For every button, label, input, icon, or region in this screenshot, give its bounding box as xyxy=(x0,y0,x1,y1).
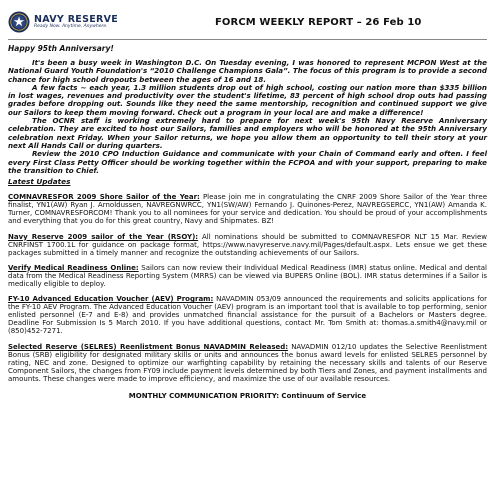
update-body: All nominations should be submitted to COMNAVRESFOR NLT 15 Mar. Review CNRFINST 1700.1L for guidance on package format, https://www.navyreserve.navy.mil/Pages/default.aspx. Lets ensue we get these packages submitted in a timely manner and recognize the outstanding achievements of our Sailors. xyxy=(8,232,487,257)
navy-reserve-logo xyxy=(8,11,118,33)
update-body: NAVADMIN 053/09 announced the requirements and solicits applications for the FY-10 AEV Program. The Advanced Education Voucher (AEV) program is an important tool that is available to top performing, senior enlisted personnel (E-7 and E-8) and provides unmatched financial assistance for the pursuit of a Bachelors or Masters degree. Deadline For Submission Is 5 March 2010. If you have additional questions, contact Mr. Tom Smith at: thomas.a.smith4@navy.mil or (850)452-7271. xyxy=(8,295,487,336)
intro-section xyxy=(8,59,487,175)
intro-paragraph: A few facts ~ each year, 1.3 million students drop out of high school, costing our nation more than $335 billion in lost wages, revenues and productivity over the student's lifetime, 83 percent of high school drop outs had passing grades before dropping out. Sounds like they need the same mentorship, recognition and continued support we give our Sailors to keep them moving forward. Check out a program in your local are and make a difference! xyxy=(8,82,487,117)
update-item xyxy=(8,295,487,335)
update-body: Please join me in congratulating the CNRF 2009 Shore Sailor of the Year three finalist, YN1(AW) Ryan J. Arnoldussen, NAVREGNWRCC, YN1(SW/AW) Fernando J. Quinones-Perez, NAVREGSERCC, YN1(AW) Amanda K. Turner, COMNAVRESFORCOM! Thank you to all nominees for your service and dedication. You should be proud of your accomplishments and everything that you do for this great country, Navy and Shipmates. BZ! xyxy=(8,193,488,226)
intro-paragraph: It's been a busy week in Washington D.C. On Tuesday evening, I was honored to represent MCPON West at the National Guard Youth Foundation's “2010 Challenge Champions Gala”. The focus of this program is to provide a second chance for high school dropouts between the ages of 16 and 18. xyxy=(8,58,487,84)
logo-name: NAVY RESERVE xyxy=(34,13,119,25)
update-item xyxy=(8,233,487,257)
communication-priority: MONTHLY COMMUNICATION PRIORITY: Continuum of Service xyxy=(128,392,367,401)
latest-updates-heading: Latest Updates xyxy=(8,177,71,187)
update-item xyxy=(8,193,487,225)
logo-tagline: Ready Now. Anytime, Anywhere. xyxy=(34,24,108,29)
update-heading: Navy Reserve 2009 sailor of the Year (RSOY): xyxy=(8,232,199,241)
intro-paragraph: The OCNR staff is working extremely hard to prepare for next week's 95th Navy Reserve Anniversary celebration. They are excited to host our Sailors, families and employers who will be honored at the 95th Anniversary celebration next Friday. When your Sailor returns, we hope you allow them an opportunity to tell their story at your next All Hands Call or during quarters. xyxy=(8,116,487,150)
report-title: FORCM WEEKLY REPORT – 26 Feb 10 xyxy=(215,17,422,28)
update-item xyxy=(8,264,487,288)
update-body: Sailors can now review their Individual Medical Readiness (IMR) status online. Medical and dental data from the Medical Readiness Reporting System (MRRS) can be viewed via BUPERS Online (BOL). IMR status determines if a Sailor is medically eligible to deploy. xyxy=(8,263,487,288)
update-heading: Selected Reserve (SELRES) Reenlistment Bonus NAVADMIN Released: xyxy=(8,342,289,351)
report-header xyxy=(8,8,487,36)
update-heading: COMNAVRESFOR 2009 Shore Sailor of the Year: xyxy=(8,193,200,202)
update-item xyxy=(8,343,487,383)
update-heading: Verify Medical Readiness Online: xyxy=(8,263,139,272)
update-body: NAVADMIN 012/10 updates the Selective Reenlistment Bonus (SRB) eligibility for designated military skills or units and announces the bonus award levels for enlisted SELRES personnel by rating, NEC and zone. Designed to optimize our warfighting capability by retaining the necessary skills and talents of our Reserve Component Sailors, the changes from FY09 include payment levels determined by both Tiers and Zones, and payment installments and amounts. These changes were made to improve efficiency, and maximize the use of our available resources. xyxy=(8,342,487,383)
update-heading: FY-10 Advanced Education Voucher (AEV) Program: xyxy=(8,295,214,304)
navy-seal-icon xyxy=(8,11,30,33)
greeting: Happy 95th Anniversary! xyxy=(8,44,114,53)
intro-paragraph: Review the 2010 CPO Induction Guidance and communicate with your Chain of Command early and often. I feel every First Class Petty Officer should be working together within the FCPOA and with your support, preparing to make the transition to Chief. xyxy=(8,149,487,175)
header-divider xyxy=(8,39,487,40)
